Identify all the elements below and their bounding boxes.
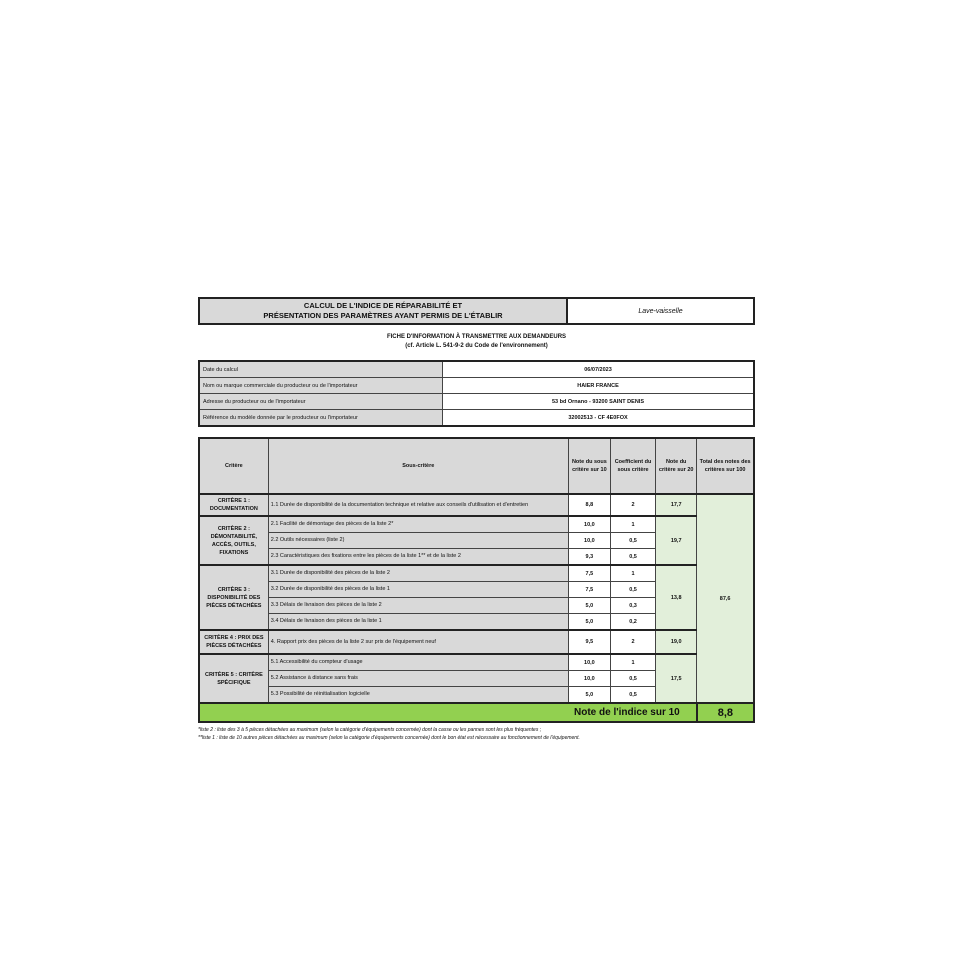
col-sous-critere: Sous-critère — [268, 438, 568, 494]
sub-note: 9,5 — [568, 630, 610, 654]
sub-coef: 0,5 — [610, 687, 655, 704]
sub-note: 10,0 — [568, 671, 610, 687]
info-value: 53 bd Ornano - 93200 SAINT DENIS — [443, 394, 755, 410]
final-score-row — [199, 703, 754, 722]
sub-coef: 2 — [610, 494, 655, 516]
sub-criterion: 4. Rapport prix des pièces de la liste 2 sur prix de l'équipement neuf — [268, 630, 568, 654]
info-table — [198, 360, 755, 427]
sub-coef: 0,5 — [610, 671, 655, 687]
sub-criterion: 3.3 Délais de livraison des pièces de la liste 2 — [268, 598, 568, 614]
table-row — [199, 565, 754, 582]
col-note-sous: Note du sous critère sur 10 — [568, 438, 610, 494]
criterion-name: CRITÈRE 2 : DÉMONTABILITÉ, ACCÈS, OUTILS, FIXATIONS — [199, 516, 268, 565]
sub-coef: 1 — [610, 654, 655, 671]
subtitle-line-1: FICHE D'INFORMATION À TRANSMETTRE AUX DEMANDEURS — [386, 334, 567, 340]
criterion-name: CRITÈRE 3 : DISPONIBILITÉ DES PIÈCES DÉTACHÉES — [199, 565, 268, 630]
table-row — [199, 494, 754, 516]
col-coef: Coefficient du sous critère — [610, 438, 655, 494]
col-critere: Critère — [199, 438, 268, 494]
sub-criterion: 3.1 Durée de disponibilité des pièces de la liste 2 — [268, 565, 568, 582]
title-line-1: CALCUL DE L'INDICE DE RÉPARABILITÉ ET — [303, 301, 463, 310]
criterion-name: CRITÈRE 4 : PRIX DES PIÈCES DÉTACHÉES — [199, 630, 268, 654]
table-row — [199, 630, 754, 654]
sub-criterion: 3.4 Délais de livraison des pièces de la liste 1 — [268, 614, 568, 631]
sub-note: 5,0 — [568, 687, 610, 704]
info-value: 06/07/2023 — [443, 361, 755, 378]
sub-note: 7,5 — [568, 565, 610, 582]
score-table — [198, 437, 755, 723]
sub-criterion: 2.2 Outils nécessaires (liste 2) — [268, 533, 568, 549]
title-line-2: PRÉSENTATION DES PARAMÈTRES AYANT PERMIS DE L'ÉTABLIR — [263, 311, 503, 320]
footnote-list-1: **liste 1 : liste de 10 autres pièces détachées au maximum (selon la catégorie d'équipements concernée) dont le bon état est nécessaire au fonctionnement de l'équipement. — [198, 735, 580, 741]
sub-criterion: 5.1 Accessibilité du compteur d'usage — [268, 654, 568, 671]
title — [200, 299, 568, 323]
repairability-sheet — [198, 297, 755, 742]
sub-coef: 0,2 — [610, 614, 655, 631]
sub-note: 9,3 — [568, 549, 610, 566]
sub-criterion: 2.1 Facilité de démontage des pièces de la liste 2* — [268, 516, 568, 533]
criterion-score: 19,7 — [656, 516, 697, 565]
footnotes — [198, 726, 755, 742]
footnote-list-2: *liste 2 : liste des 3 à 5 pièces détachées au maximum (selon la catégorie d'équipements concernée) dont la casse ou les pannes sont les plus fréquentes ; — [198, 727, 542, 733]
sub-coef: 0,5 — [610, 549, 655, 566]
sub-note: 10,0 — [568, 654, 610, 671]
header-row — [199, 438, 754, 494]
info-row — [199, 361, 754, 378]
table-row — [199, 654, 754, 671]
sub-criterion: 5.2 Assistance à distance sans frais — [268, 671, 568, 687]
info-row — [199, 410, 754, 427]
sub-coef: 0,5 — [610, 582, 655, 598]
subtitle-line-2: (cf. Article L. 541-9-2 du Code de l'environnement) — [405, 343, 548, 349]
criterion-score: 19,0 — [656, 630, 697, 654]
col-total: Total des notes des critères sur 100 — [697, 438, 754, 494]
sub-coef: 1 — [610, 565, 655, 582]
subtitle — [198, 333, 755, 351]
title-block — [198, 297, 755, 325]
product-type: Lave-vaisselle — [638, 307, 683, 315]
info-value: HAIER FRANCE — [443, 378, 755, 394]
info-row — [199, 378, 754, 394]
info-value: 32002513 - CF 4E0FOX — [443, 410, 755, 427]
sub-note: 7,5 — [568, 582, 610, 598]
total-score: 87,6 — [697, 494, 754, 703]
criterion-score: 17,7 — [656, 494, 697, 516]
criterion-score: 13,8 — [656, 565, 697, 630]
sub-coef: 2 — [610, 630, 655, 654]
sub-criterion: 5.3 Possibilité de réinitialisation logicielle — [268, 687, 568, 704]
info-label: Référence du modèle donnée par le producteur ou l'importateur — [199, 410, 443, 427]
col-note-crit: Note du critère sur 20 — [656, 438, 697, 494]
sub-criterion: 3.2 Durée de disponibilité des pièces de la liste 1 — [268, 582, 568, 598]
final-score-value: 8,8 — [697, 703, 754, 722]
info-label: Date du calcul — [199, 361, 443, 378]
sub-note: 5,0 — [568, 614, 610, 631]
sub-coef: 1 — [610, 516, 655, 533]
final-score-label: Note de l'indice sur 10 — [199, 703, 697, 722]
criterion-name: CRITÈRE 1 : DOCUMENTATION — [199, 494, 268, 516]
table-row — [199, 516, 754, 533]
info-label: Adresse du producteur ou de l'importateur — [199, 394, 443, 410]
sub-note: 10,0 — [568, 533, 610, 549]
sub-note: 10,0 — [568, 516, 610, 533]
info-row — [199, 394, 754, 410]
criterion-name: CRITÈRE 5 : CRITÈRE SPÉCIFIQUE — [199, 654, 268, 703]
sub-note: 8,8 — [568, 494, 610, 516]
sub-coef: 0,5 — [610, 533, 655, 549]
sub-coef: 0,3 — [610, 598, 655, 614]
sub-criterion: 2.3 Caractéristiques des fixations entre les pièces de la liste 1** et de la liste 2 — [268, 549, 568, 566]
criterion-score: 17,5 — [656, 654, 697, 703]
sub-note: 5,0 — [568, 598, 610, 614]
info-label: Nom ou marque commerciale du producteur ou de l'importateur — [199, 378, 443, 394]
sub-criterion: 1.1 Durée de disponibilité de la documentation technique et relative aux conseils d'utilisation et d'entretien — [268, 494, 568, 516]
